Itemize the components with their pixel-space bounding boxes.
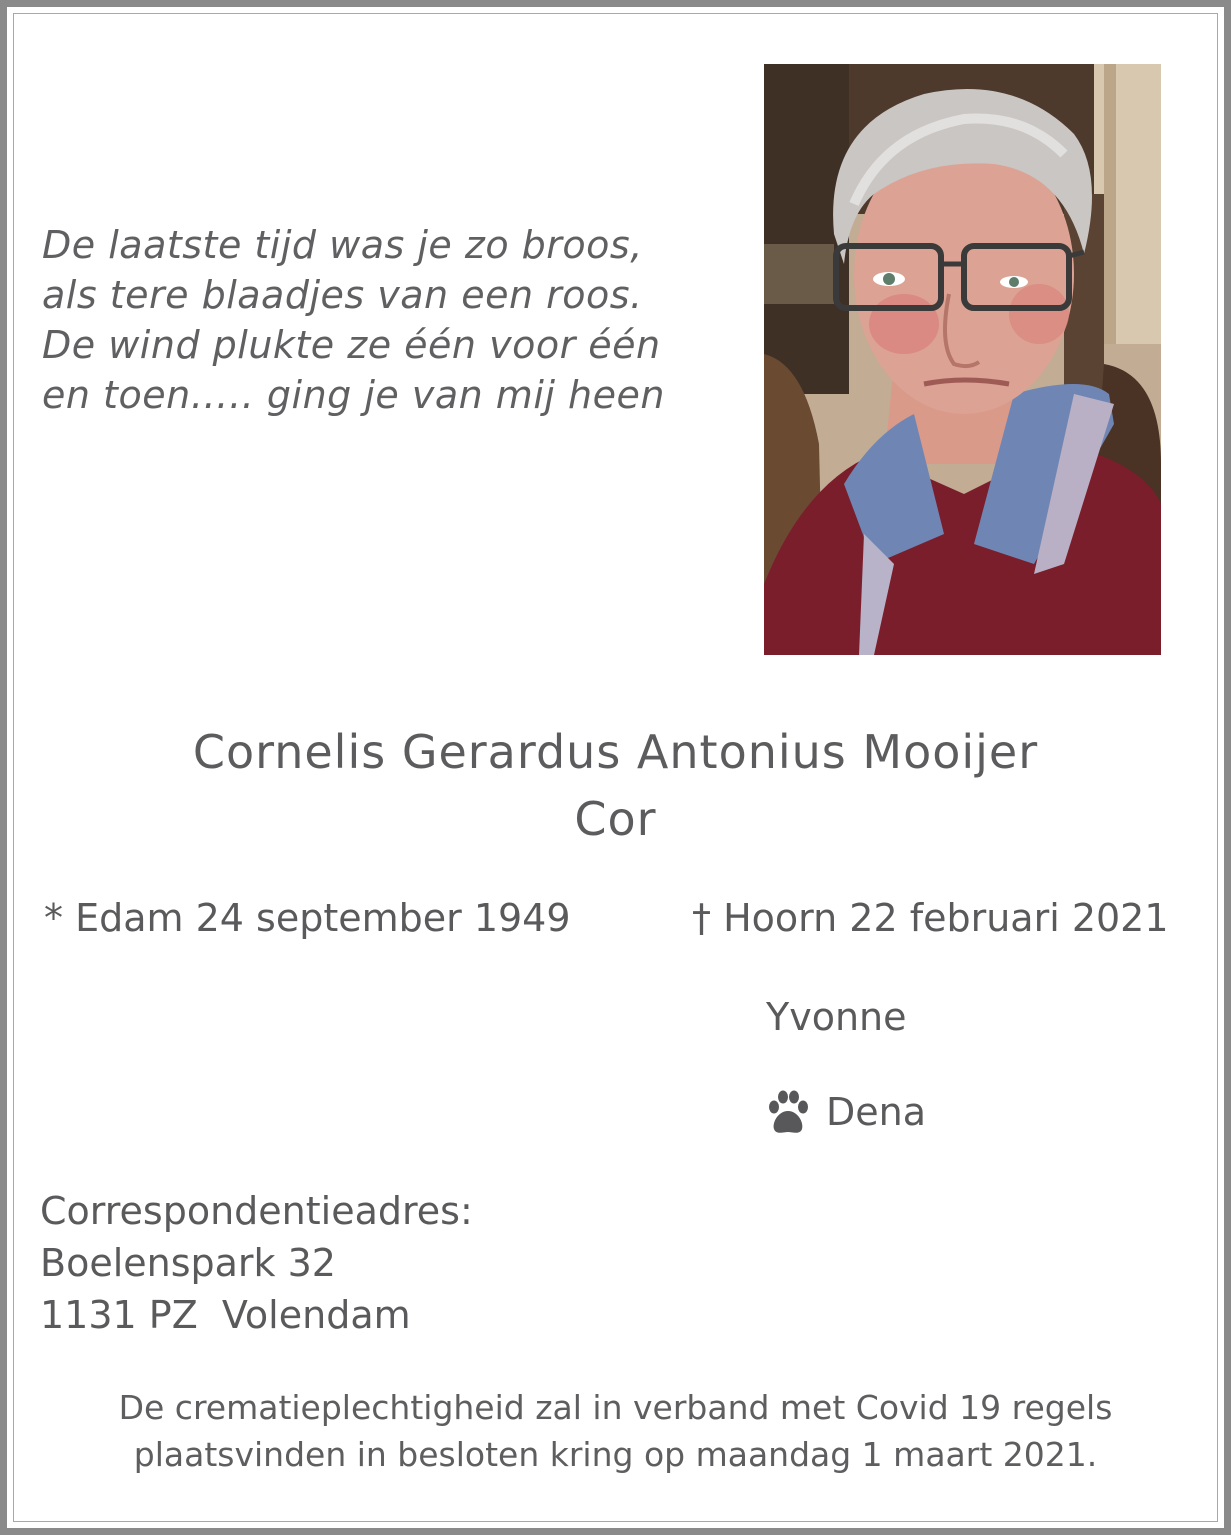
deceased-full-name: Cornelis Gerardus Antonius Mooijer (192, 725, 1039, 779)
paw-print-icon (764, 1087, 812, 1137)
portrait-illustration (764, 64, 1161, 655)
poem-line: De laatste tijd was je zo broos, (42, 223, 643, 267)
birth-info: * Edam 24 september 1949 (44, 896, 571, 940)
cremation-notice (0, 1384, 1231, 1478)
address-street: Boelenspark 32 (40, 1241, 336, 1285)
poem-line: als tere blaadjes van een roos. (42, 273, 643, 317)
death-info: † Hoorn 22 februari 2021 (692, 896, 1169, 940)
notice-line: plaatsvinden in besloten kring op maandag 1 maart 2021. (133, 1435, 1098, 1474)
address-city: 1131 PZ Volendam (40, 1293, 411, 1337)
mourner-name: Yvonne (766, 995, 907, 1039)
correspondence-address (40, 1185, 473, 1341)
poem-line: De wind plukte ze één voor één (42, 323, 661, 367)
pet-entry (764, 1085, 926, 1139)
poem-line: en toen….. ging je van mij heen (42, 373, 665, 417)
deceased-nickname: Cor (574, 792, 657, 846)
portrait-photo (764, 64, 1161, 655)
notice-line: De crematieplechtigheid zal in verband met Covid 19 regels (118, 1388, 1113, 1427)
pet-name: Dena (826, 1090, 927, 1134)
address-heading: Correspondentieadres: (40, 1189, 473, 1233)
poem (42, 220, 722, 420)
